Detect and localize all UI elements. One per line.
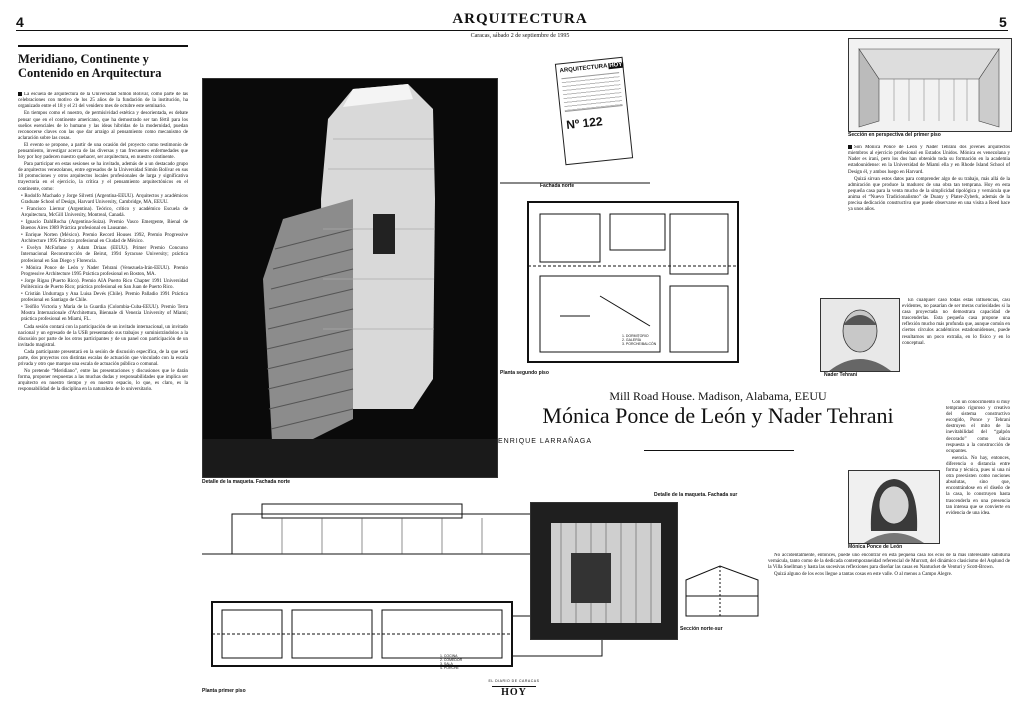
right-article-body-top: Son Mónica Ponce de León y Nader Tehrani dos jóvenes arquitectos miembros al ejercicio profesional en Estados Unidos. Mónica es venezolana y Nader es iraní, pero los dos han obtenido toda su formación en la academia estadounidense: en la Universidad de Miami ella y en Rhode Island School of Design él, y ambos luego en Harvard. Quizá sirvan estos datos para comprender algo de su trabajo, más allá de la admiración que produce la madurez de una obra tan temprana. Hoy en esta pequeña casa para la venta mucho de la simplicidad tipológica y vernácula que anima el “Nuevo Tradicionalismo” de Duany y Plater-Zyberk, además de la precisa dedicación constructiva que puede observarse en una visita a Reed hace ya unos años. [848, 145, 1010, 213]
paragraph: Con un conocimiento si muy temprano riguroso y creativo del sistema constructivo escogido, Ponce y Tehrani destruyen el mito de la inevitabilidad del “galpón decorado” como única respuesta a la construcción de ocupantes. [946, 400, 1010, 454]
footer-small: EL DIARIO DE CARACAS [488, 679, 540, 683]
footer-logo: HOY [492, 686, 536, 698]
caption-planta-segundo: Planta segundo piso [500, 370, 549, 376]
left-article-body [18, 92, 188, 687]
caption-monica: Mónica Ponce de León [848, 544, 903, 550]
right-article-body-mid [902, 298, 1010, 398]
guest-item: • Mónica Ponce de León y Nader Tehrani (Venezuela-Irán-EEUU). Premio Progressive Architecture 1995 Práctica profesional en Boston, MA. [21, 265, 188, 277]
guest-item: • Rodolfo Machado y Jorge Silvetti (Argentina-EEUU). Arquitectos y académicos Graduate School of Design, Harvard University, Cambridge, MA, EEUU. [21, 193, 188, 205]
house-model-image [203, 79, 497, 477]
guest-item: • Jorge Rigau (Puerto Rico). Premio AIA Puerto Rico Chapter 1991 Universidad Politécnica de Puerto Rico; práctica profesional en San Juan de Puerto Rico. [21, 278, 188, 290]
feature-byline: ENRIQUE LARRAÑAGA [498, 438, 593, 445]
paragraph: En cualquier caso todas estas influencias, casi evidentes, no pasarían de ser meras curiosidades si la casa proyectada no demostrara capacidad de trascenderlas. Esta pequeña casa propone una reflexión mucho más profunda que, aunque común en ciertos círculos académicos estadounidenses, puede resultarnos un poco extraña, en lo físico y en lo conceptual. [902, 298, 1010, 346]
caption-detalle-sur: Detalle de la maqueta. Fachada sur [654, 492, 738, 498]
caption-seccion-perspectiva: Sección en perspectiva del primer piso [848, 132, 941, 138]
paragraph: Quizá sirvan estos datos para comprender algo de su trabajo, más allá de la admiración que produce la madurez de una obra tan temprana. Hoy en esta pequeña casa para la venta mucho de la simplicidad tipológica y vernácula que anima el “Nuevo Tradicionalismo” de Duany y Plater-Zyberk, además de la precisa dedicación constructiva que puede observarse en una visita a Reed hace ya unos años. [848, 176, 1010, 213]
paragraph: Para participar en estas sesiones se ha invitado, además de a un destacado grupo de arquitectos venezolanos, entre egresados de la Universidad Simón Bolívar en sus 18 promociones y otros arquitectos locales profesionales de larga y significativa trayectoria en el ejercicio, la crítica y el pensamiento arquitectónicos en el continente, como: [18, 162, 188, 192]
paragraph: Cada sesión contará con la participación de un invitado internacional, un invitado nacional y un egresado de la USB presentando sus trabajos y suministrándolos a la discusión por parte de los otros participantes y de un panel con participación de un invitado magistral. [18, 324, 188, 348]
badge-number: Nº 122 [565, 114, 604, 132]
caption-seccion-norte-sur: Sección norte-sur [680, 626, 723, 632]
badge-rules [561, 72, 622, 112]
guest-item: • Ignacio DahlRocha (Argentina-Suiza). Premio Vasco Emergente, Bienal de Buenos Aires 1989 Práctica profesional en Lausanne. [21, 220, 188, 232]
right-article-body-side [946, 400, 1010, 568]
feature-headline: Mónica Ponce de León y Nader Tehrani [542, 403, 894, 428]
bullet-square-icon [848, 145, 852, 149]
elevation-drawing [500, 172, 650, 182]
portrait-nader [820, 298, 900, 372]
elevation-line-icon [500, 175, 650, 185]
model-photo-north [202, 78, 498, 478]
header-rule [16, 30, 1008, 31]
byline-rule [644, 450, 794, 451]
title-rule [18, 45, 188, 47]
caption-planta-primer: Planta primer piso [202, 688, 246, 694]
section-perspective-image [848, 38, 1012, 132]
paragraph: esencia. No hay, entonces, diferencia o distancia entre forma y técnica, pues ni una ni otra preexisten como nociones absolutas, sino que, encontrándose en el diseño de la casa, lo construyen hasta trascenderla en una presencia tan intensa que se convierte en evidencia de una idea. [946, 455, 1010, 516]
paragraph: No pretende “Meridiano”, entre las presentaciones y discusiones que le darán forma, proponer respuestas a las muchas dudas y responsabilidades que implica ser arquitecto en nuestro tiempo y en nuestro espacio, lo que, es claro, es la responsabilidad de la disciplina en la naturaleza de lo universitario. [18, 369, 188, 393]
model-photo-south [530, 502, 678, 640]
guest-item: • Teófilo Victoria y María de la Guardia (Colombia-Cuba-EEUU). Premio Terra Mostra Internazionale d'Architettura, Biennale di Venezia University of Miami; práctica profesional en Miami, FL. [21, 305, 188, 323]
right-article-body-bottom [768, 553, 1010, 688]
paragraph: El evento se propone, a partir de una ocasión del proyecto como testimonio de pensamiento, investigar acerca de las diversas y tan frecuentes enfermedades que hoy por hoy padecen nuestro quehacer, ser arquitectura, en nuestro continente. [18, 142, 188, 161]
paragraph: No accidentalmente, entonces, puede uno encontrar en esta pequeña casa los ecos de la más interesante sabiduría vernácula, tanto como de la dedicada contemporaneidad referencial de Murcutt, del dinámico clasicismo del Asplund de la Villa Snellman y hasta las sucesivas reflexiones para diseñar las casas en Nantucket de Venturi y Scott-Brown. [768, 553, 1010, 571]
plan-legend: 1. DORMITORIO 2. GALERÍA 3. PORCHE/BALCÓN [622, 334, 657, 346]
left-article-title: Meridiano, Continente y Contenido en Arquitectura [18, 52, 162, 80]
paragraph: En tiempos como el nuestro, de permisividad estética y desorientada, es debate pensar que en el continente americano, que ha demostrado ser tan fértil para los sueños esenciales de lo humano y las ideas hibridas de la modernidad, puedan reconocerse claves con las que dar arraigo al pensamiento como mecanismo de aclaración sobre las cosas. [18, 111, 188, 141]
guest-item: • Francisco Liernur (Argentina). Teórico, crítico y académico Escuela de Arquitectura, McGill University, Montreal, Canadá. [21, 206, 188, 218]
caption-fachada-norte: Fachada norte [540, 183, 575, 189]
plan-legend-first: 1. COCINA 2. COMEDOR 3. SALA 4. PORCHE [440, 654, 463, 670]
feature-subtitle: Mill Road House. Madison, Alabama, EEUU [609, 389, 827, 403]
section-masthead: ARQUITECTURA [452, 11, 588, 27]
guest-item: • Cristián Undurraga y Ana Luisa Devés (Chile). Premio Palladio 1991 Práctica profesional en Santiago de Chile. [21, 292, 188, 304]
series-badge [555, 57, 633, 166]
portrait-monica [848, 470, 940, 544]
badge-title: ARQUITECTURAHOY [559, 61, 623, 75]
lede: La escuela de arquitectura de la Universidad Simón Bolívar, como parte de las celebraciones con motivo de los 25 años de la fundación de la institución, ha organizado entre el 18 y el 21 del venidero mes de octubre este seminario. [18, 92, 188, 110]
person-portrait-icon [821, 299, 899, 371]
section-drawing [680, 560, 764, 622]
page-number-left: 4 [16, 14, 24, 30]
guest-item: • Enrique Norten (México). Premio Record Houses 1992, Premio Progressive Architecture 1995 Práctica profesional en Ciudad de México. [21, 233, 188, 245]
paragraph: Cada participante presentará en la sesión de discusión específica, de la que será parte, dos proyectos con distintas escalas de actuación que vinculado con la escala privada y otro que marque una escala de actuación pública o comunal. [18, 349, 188, 368]
person-portrait-icon [849, 471, 939, 543]
section-drawing-icon [680, 560, 764, 622]
bullet-square-icon [18, 92, 22, 96]
caption-detalle-norte: Detalle de la maqueta. Fachada norte [202, 479, 291, 485]
caption-nader: Nader Tehrani [824, 372, 858, 378]
house-model-image [531, 503, 677, 639]
perspective-drawing [849, 39, 1011, 131]
page-number-right: 5 [999, 14, 1007, 30]
paragraph: Quizá alguno de los ecos llegue a tantas cosas en este valle. O al menos a Campo Alegre. [774, 572, 953, 578]
dateline: Caracas, sábado 2 de septiembre de 1995 [470, 33, 570, 39]
guest-item: • Evelyn McFarlane y Adam Driaas (EEUU). Primer Premio Concurso Internacional Reconstrucción de Beirut, 1994 Syracuse University; práctica profesional en San Diego y Florencia. [21, 246, 188, 264]
